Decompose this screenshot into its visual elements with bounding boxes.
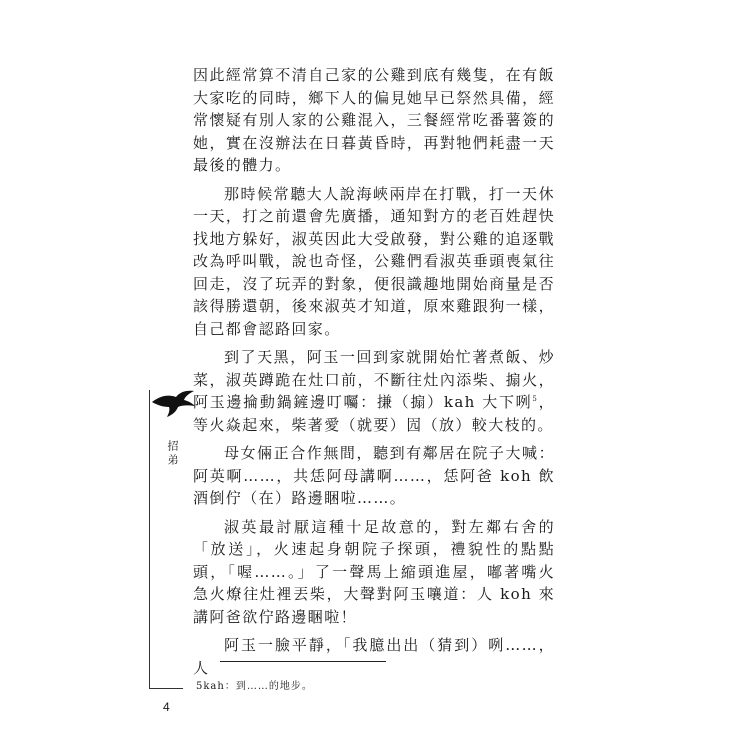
bird-icon [150,388,196,418]
sidebar-rule [149,390,150,688]
paragraph-1: 因此經常算不清自己家的公雞到底有幾隻，在有飯大家吃的同時，鄉下人的偏見她早已祭然具備，經常懷疑有別人家的公雞混入，三餐經常吃番薯簽的她，實在沒辦法在日暮黃昏時，再對牠們耗盡一天最後的體力。 [193,66,555,174]
footnote: 5kah：到……的地步。 [196,681,313,692]
paragraph-3 [193,346,555,436]
chapter-title: 招弟 [166,440,179,468]
paragraph-6: 阿玉一臉平靜，「我臆出出（猜到）咧……，人 [193,636,555,677]
sidebar-tick [149,688,183,689]
page-number: 4 [163,700,170,714]
footnote-marker: 5 [532,395,539,403]
paragraph-3-text: 到了天黑，阿玉一回到家就開始忙著煮飯、炒菜，淑英蹲跪在灶口前，不斷往灶內添柴、搧火，阿玉邊掄動鍋鏟邊叮囑：搛（搧）kah 大下咧 [193,348,555,411]
paragraph-2: 那時候常聽大人說海峽兩岸在打戰，打一天休一天，打之前還會先廣播，通知對方的老百姓趕快找地方躲好，淑英因此大受啟發，對公雞的追逐戰改為呼叫戰，說也奇怪，公雞們看淑英垂頭喪氣往回走，沒了玩弄的對象，便很識趣地開始商量是否該得勝還朝，後來淑英才知道，原來雞跟狗一樣，自己都會認路回家。 [193,184,555,338]
paragraph-5: 淑英最討厭這種十足故意的，對左鄰右舍的「放送」，火速起身朝院子探頭，禮貌性的點點頭，「喔……。」了一聲馬上縮頭進屋，嘟著嘴火急火燎往灶裡丟柴，大聲對阿玉嚷道：人 koh 來講阿爸欲佇路邊睏啦！ [193,517,555,626]
paragraph-3-tail: ，等火焱起來，柴著愛（就要）囥（放）較大枝的。 [193,393,556,434]
footnote-rule [220,661,386,662]
paragraph-4: 母女倆正合作無間，聽到有鄰居在院子大喊：阿英啊……，共恁阿母講啊……，恁阿爸 koh 飲酒倒佇（在）路邊睏啦……。 [193,444,555,507]
body-text [193,64,555,685]
